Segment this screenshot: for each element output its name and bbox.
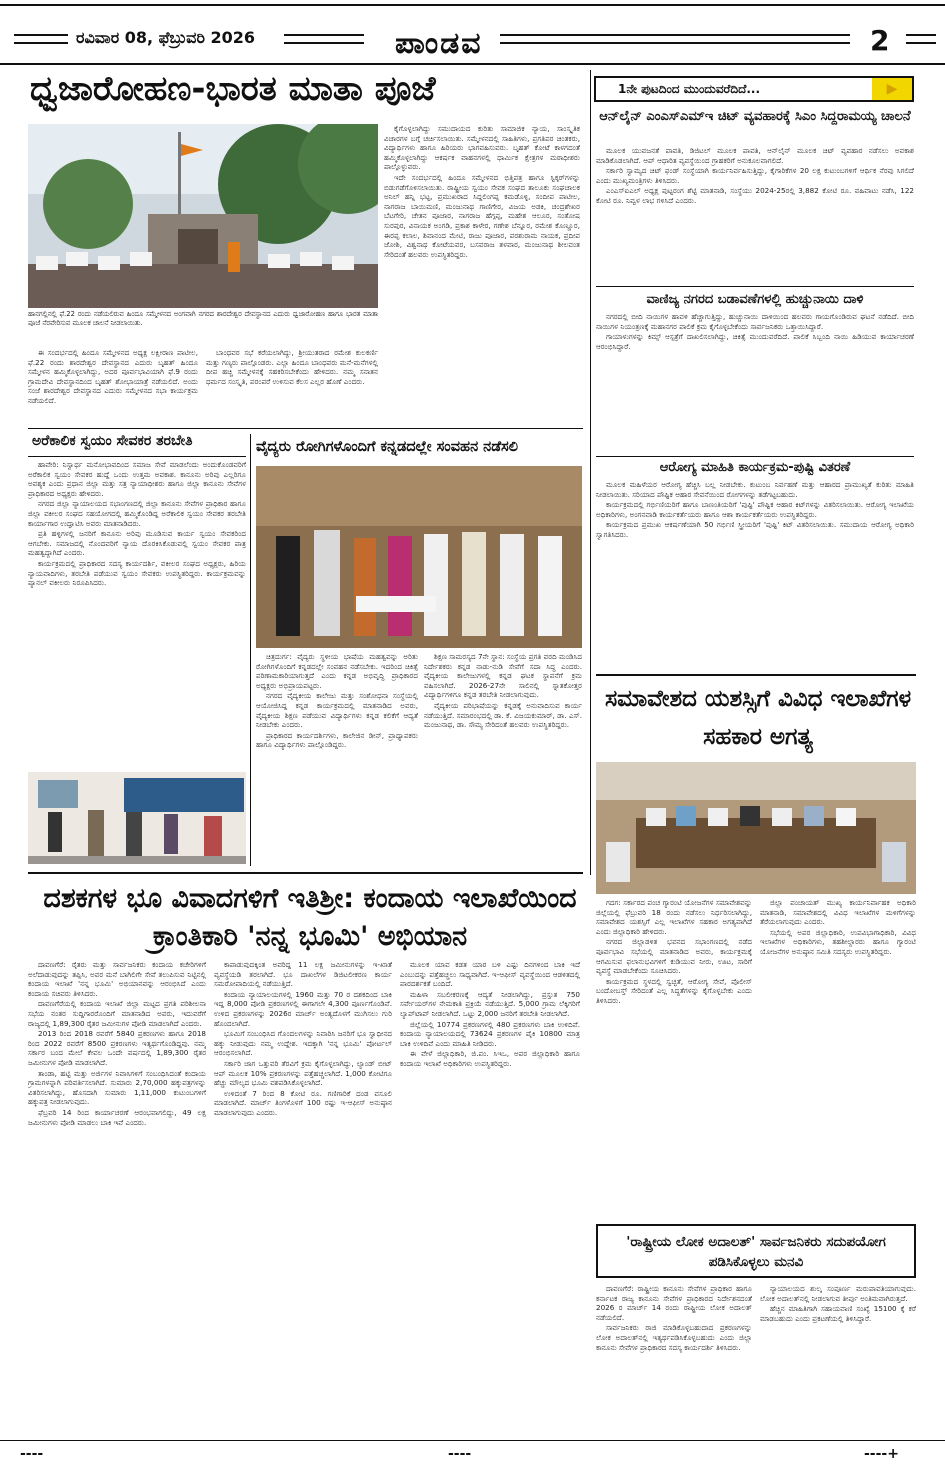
paragraph: ನಗರದಲ್ಲಿ ಬೀದಿ ನಾಯಿಗಳ ಹಾವಳಿ ಹೆಚ್ಚಾಗುತ್ತಿದ್ದು, ಹುಚ್ಚುನಾಯಿ ದಾಳಿಯಿಂದ ಹಲವರು ಗಾಯಗೊಂಡಿರುವ ಘಟನೆ ನಡೆದಿದೆ. ಬೀದಿ ನಾಯಿಗಳ ನಿಯಂತ್ರಣಕ್ಕೆ ಮಹಾನಗರ ಪಾಲಿಕೆ ಕ್ರಮ ಕೈಗೊಳ್ಳಬೇಕೆಂದು ಸಾರ್ವಜನಿಕರು ಒತ್ತಾಯಿಸಿದ್ದಾರೆ. bbox=[596, 312, 914, 331]
paragraph: ಕಾರ್ಯಕ್ರಮದ ಪ್ರಮುಖ ಆಕರ್ಷಣೆಯಾಗಿ 50 ಗರ್ಭಿಣಿ ಸ್ತ್ರೀಯರಿಗೆ 'ಪುಷ್ಟಿ' ಕಿಟ್ ವಿತರಿಸಲಾಯಿತು. ಸಮುದಾಯ ಆರೋಗ್ಯ ಅಧಿಕಾರಿ ಸ್ವಾಗತಿಸಿದರು. bbox=[596, 520, 914, 539]
story8-body-right bbox=[760, 898, 916, 1216]
doctors-felicitation-photo bbox=[256, 466, 582, 648]
paragraph: ಗದಗ: ಸರ್ಕಾರದ ಪಂಚ ಗ್ಯಾರಂಟಿ ಯೋಜನೆಗಳ ಸಮಾವೇಶವನ್ನು ಜಿಲ್ಲೆಯಲ್ಲಿ ಫೆಬ್ರುವರಿ 18 ರಂದು ನಡೆಸಲು ನಿರ್ಧರಿಸಲಾಗಿದ್ದು, ಸಮಾವೇಶದ ಯಶಸ್ಸಿಗೆ ಎಲ್ಲ ಇಲಾಖೆಗಳ ಸಹಕಾರ ಅಗತ್ಯವಾಗಿದೆ ಎಂದು ಜಿಲ್ಲಾಧಿಕಾರಿ ಹೇಳಿದರು. bbox=[596, 898, 752, 936]
paragraph: ಪ್ರತಿ ಹಳ್ಳಿಗಳಲ್ಲಿ ಜನರಿಗೆ ಕಾನೂನು ಅರಿವು ಮೂಡಿಸುವ ಕಾರ್ಯ ಸ್ವಯಂ ಸೇವಕರಿಂದ ಆಗಬೇಕು. ಸಮಾಜದಲ್ಲಿ ನೊಂದವರಿಗೆ ನ್ಯಾಯ ದೊರಕಿಸಿಕೊಡುವಲ್ಲಿ ಸ್ವಯಂ ಸೇವಕರ ಪಾತ್ರ ಮಹತ್ವದ್ದಾಗಿದೆ ಎಂದರು. bbox=[28, 529, 246, 558]
paragraph: ಕೈಗೊಳ್ಳಲಾಗಿದ್ದು ಸಮುದಾಯದ ಕುರಿತು ಸಾಮಾಜಿಕ ನ್ಯಾಯ, ಸಾಂಸ್ಕೃತಿಕ ವಿಚಾರಗಳ ಬಗ್ಗೆ ಚರ್ಚಿಸಲಾಯಿತು. ಸಮ್ಮೇಳನದಲ್ಲಿ ಸಾಹಿತಿಗಳು, ಪ್ರಗತಿಪರ ಚಿಂತಕರು, ವಿದ್ಯಾರ್ಥಿಗಳು ಹಾಗೂ ಹಿರಿಯರು ಭಾಗವಹಿಸುವರು. ಬೃಹತ್ ಕೋಟೆ ಕಾಳಗದಂತೆ ಹಮ್ಮಿಕೊಳ್ಳಲಾಗಿದ್ದು ಆಕರ್ಷಕ ವಾಹನಗಳಲ್ಲಿ ಧಾರ್ಮಿಕ ಕ್ಷೇತ್ರಗಳ ಮಠಾಧೀಶರು ಪಾಲ್ಗೊಳ್ಳುವರು. bbox=[384, 124, 580, 172]
page-number: 2 bbox=[870, 24, 890, 57]
paragraph: ಕಂದಾಯ ನ್ಯಾಯಾಲಯಗಳಲ್ಲಿ 1960 ಮತ್ತು 70 ರ ದಶಕದಿಂದ ಬಾಕಿ ಇದ್ದ 8,000 ಪೋಡಿ ಪ್ರಕರಣಗಳಲ್ಲಿ ಈಗಾಗಲೇ 4,300 ಪೂರ್ಣಗೊಂಡಿವೆ. ಉಳಿದ ಪ್ರಕರಣಗಳನ್ನು 2026ರ ಮಾರ್ಚ್ ಅಂತ್ಯದೊಳಗೆ ಮುಗಿಸಲು ಗುರಿ ಹೊಂದಲಾಗಿದೆ. bbox=[214, 989, 392, 1028]
story4-body-mid bbox=[214, 960, 392, 1435]
paragraph: ಮಹಿಳಾ ಸಬಲೀಕರಣಕ್ಕೆ ಆದ್ಯತೆ ನೀಡಲಾಗಿದ್ದು, ಪ್ರಸ್ತುತ 750 ಸರ್ವೇಯರ್‌ಗಳ ನೇಮಕಾತಿ ಪ್ರಕ್ರಿಯೆ ನಡೆಯುತ್ತಿದೆ. 5,000 ಗ್ರಾಮ ಲೆಕ್ಕಿಗರಿಗೆ ಲ್ಯಾಪ್‌ಟಾಪ್ ನೀಡಲಾಗಿದೆ. ಒಟ್ಟು 2,000 ಜನರಿಗೆ ತರಬೇತಿ ನೀಡಲಾಗಿದೆ. bbox=[400, 989, 580, 1018]
masthead bbox=[0, 0, 945, 68]
paragraph: ಸಾರ್ವಜನಿಕರು ರಾಜಿ ಮಾಡಿಕೊಳ್ಳಬಹುದಾದ ಪ್ರಕರಣಗಳನ್ನು ಲೋಕ ಅದಾಲತ್‌ನಲ್ಲಿ ಇತ್ಯರ್ಥಪಡಿಸಿಕೊಳ್ಳಬಹುದು ಎಂದು ಜಿಲ್ಲಾ ಕಾನೂನು ಸೇವೆಗಳ ಪ್ರಾಧಿಕಾರದ ಸದಸ್ಯ ಕಾರ್ಯದರ್ಶಿ ತಿಳಿಸಿದರು. bbox=[596, 1323, 752, 1352]
paragraph: ಎಂಎಸ್‌ಐಎಲ್ ಅಧ್ಯಕ್ಷ ಪುಟ್ಟರಂಗ ಶೆಟ್ಟಿ ಮಾತನಾಡಿ, ಸಂಸ್ಥೆಯು 2024-25ರಲ್ಲಿ 3,882 ಕೋಟಿ ರೂ. ವಹಿವಾಟು ನಡೆಸಿ, 122 ಕೋಟಿ ರೂ. ನಿವ್ವಳ ಲಾಭ ಗಳಿಸಿದೆ ಎಂದರು. bbox=[596, 186, 914, 205]
paragraph: ಫೆಬ್ರವರಿ 14 ರಿಂದ ಕಾರ್ಯಾಚರಣೆ ಆರಂಭವಾಗಲಿದ್ದು, 49 ಲಕ್ಷ ಜಮೀನುಗಳು ಪೋಡಿ ಮಾಡಲು ಬಾಕಿ ಇವೆ ಎಂದರು. bbox=[28, 1107, 206, 1127]
paragraph: ಸರ್ಕಾರಿ ಜಾಗ ಒತ್ತುವರಿ ತೆರವಿಗೆ ಕ್ರಮ ಕೈಗೊಳ್ಳಲಾಗಿದ್ದು, ಲ್ಯಾಂಡ್ ಬೀಟ್ ಆಪ್ ಮೂಲಕ 10% ಪ್ರಕರಣಗಳನ್ನು ಪತ್ತೆಹಚ್ಚಲಾಗಿದೆ. 1,000 ಕೋಟಿಗೂ ಹೆಚ್ಚು ಮೌಲ್ಯದ ಭೂಮಿ ವಶಪಡಿಸಿಕೊಳ್ಳಲಾಗಿದೆ. bbox=[214, 1058, 392, 1088]
paragraph: ಸಭೆಯಲ್ಲಿ ಅಪರ ಜಿಲ್ಲಾಧಿಕಾರಿ, ಉಪವಿಭಾಗಾಧಿಕಾರಿ, ವಿವಿಧ ಇಲಾಖೆಗಳ ಅಧಿಕಾರಿಗಳು, ತಹಶೀಲ್ದಾರರು ಹಾಗೂ ಗ್ಯಾರಂಟಿ ಯೋಜನೆಗಳ ಅನುಷ್ಠಾನ ಸಮಿತಿ ಸದಸ್ಯರು ಉಪಸ್ಥಿತರಿದ್ದರು. bbox=[760, 927, 916, 956]
masthead-date: ರವಿವಾರ 08, ಫೆಬ್ರುವರಿ 2026 bbox=[76, 28, 255, 47]
paragraph: ನಗರದ ವೈದ್ಯಕೀಯ ಕಾಲೇಜು ಮತ್ತು ಸಂಶೋಧನಾ ಸಂಸ್ಥೆಯಲ್ಲಿ ಆಯೋಜಿಸಿದ್ದ ಕನ್ನಡ ಕಾರ್ಯಕ್ರಮದಲ್ಲಿ ಮಾತನಾಡಿದ ಅವರು, ವೈದ್ಯಕೀಯ ಶಿಕ್ಷಣ ಪಡೆಯುವ ವಿದ್ಯಾರ್ಥಿಗಳು ಕನ್ನಡ ಕಲಿಕೆಗೆ ಆದ್ಯತೆ ನೀಡಬೇಕು ಎಂದರು. bbox=[256, 691, 418, 730]
footer-right: ----+ bbox=[864, 1446, 899, 1462]
masthead-title: ಪಾಂಡವ bbox=[395, 26, 483, 61]
footer-center: ---- bbox=[448, 1446, 472, 1462]
story3-body-right bbox=[424, 652, 582, 866]
paragraph: ವೈದ್ಯಕೀಯ ಪರಿಭಾಷೆಯನ್ನು ಕನ್ನಡಕ್ಕೆ ಅನುವಾದಿಸುವ ಕಾರ್ಯ ನಡೆಯುತ್ತಿದೆ. ಸಮಾರಂಭದಲ್ಲಿ ಡಾ. ಕೆ. ವಿಜಯಕುಮಾರ್, ಡಾ. ಎಸ್. ಮಂಜುನಾಥ, ಡಾ. ಸೌಮ್ಯ ಸೇರಿದಂತೆ ಹಲವರು ಉಪಸ್ಥಿತರಿದ್ದರು. bbox=[424, 700, 582, 730]
paragraph: ಮೂಲಕ ಮಹಿಳೆಯರ ಆರೋಗ್ಯ ಹೆಚ್ಚಿಸಿ ಬಲ್ಲ ನೀಡಬೇಕು. ಕುಟುಂಬ ನಿರ್ವಹಣೆ ಮತ್ತು ಆಹಾರದ ಪ್ರಾಮುಖ್ಯತೆ ಕುರಿತು ಮಾಹಿತಿ ನೀಡಲಾಯಿತು. ಸರಿಯಾದ ಪೌಷ್ಟಿಕ ಆಹಾರ ಸೇವನೆಯಿಂದ ರೋಗಗಳನ್ನು ತಡೆಗಟ್ಟಬಹುದು. bbox=[596, 480, 914, 499]
story7-body bbox=[596, 480, 914, 670]
paragraph: ಮೂಲಕ ಯಾವ ಕಡತ ಯಾರ ಬಳಿ ಎಷ್ಟು ದಿನಗಳಿಂದ ಬಾಕಿ ಇದೆ ಎಂಬುದನ್ನು ಪತ್ತೆಹಚ್ಚಲು ಸಾಧ್ಯವಾಗಿದೆ. ಇ-ಆಫೀಸ್ ವ್ಯವಸ್ಥೆಯಿಂದ ಆಡಳಿತದಲ್ಲಿ ಪಾರದರ್ಶಕತೆ ಬಂದಿದೆ. bbox=[400, 960, 580, 989]
paragraph: ಕಾರ್ಯಕ್ರಮದಲ್ಲಿ ಗರ್ಭಿಣಿಯರಿಗೆ ಹಾಗೂ ಬಾಣಂತಿಯರಿಗೆ 'ಪುಷ್ಟಿ' ಪೌಷ್ಟಿಕ ಆಹಾರ ಕಿಟ್‌ಗಳನ್ನು ವಿತರಿಸಲಾಯಿತು. ಆರೋಗ್ಯ ಇಲಾಖೆಯ ಅಧಿಕಾರಿಗಳು, ಅಂಗನವಾಡಿ ಕಾರ್ಯಕರ್ತೆಯರು ಹಾಗೂ ಆಶಾ ಕಾರ್ಯಕರ್ತೆಯರು ಉಪಸ್ಥಿತರಿದ್ದರು. bbox=[596, 500, 914, 519]
story8-body-left bbox=[596, 898, 752, 1216]
paragraph: ನಗರದ ಜಿಲ್ಲಾ ನ್ಯಾಯಾಲಯದ ಸಭಾಂಗಣದಲ್ಲಿ ಜಿಲ್ಲಾ ಕಾನೂನು ಸೇವೆಗಳ ಪ್ರಾಧಿಕಾರ ಹಾಗೂ ಜಿಲ್ಲಾ ವಕೀಲರ ಸಂಘದ ಸಹಯೋಗದಲ್ಲಿ ಹಮ್ಮಿಕೊಂಡಿದ್ದ ಅರೆಕಾಲಿಕ ಸ್ವಯಂ ಸೇವಕರ ತರಬೇತಿ ಕಾರ್ಯಾಗಾರ ಉದ್ಘಾಟಿಸಿ ಅವರು ಮಾತನಾಡಿದರು. bbox=[28, 499, 246, 528]
paragraph: ಕಾರ್ಯಕ್ರಮದಲ್ಲಿ ಪ್ರಾಧಿಕಾರದ ಸದಸ್ಯ ಕಾರ್ಯದರ್ಶಿ, ವಕೀಲರ ಸಂಘದ ಅಧ್ಯಕ್ಷರು, ಹಿರಿಯ ನ್ಯಾಯವಾದಿಗಳು, ತರಬೇತಿ ಪಡೆಯುವ ಸ್ವಯಂ ಸೇವಕರು ಉಪಸ್ಥಿತರಿದ್ದರು. ಕಾರ್ಯಕ್ರಮವನ್ನು ಪ್ಯಾನಲ್ ವಕೀಲರು ನಿರೂಪಿಸಿದರು. bbox=[28, 558, 246, 588]
paragraph: ಉಳಿದಂತೆ 7 ರಿಂದ 8 ಕೋಟಿ ರೂ. ಗಣಿಗಾರಿಕೆ ದಂಡ ವಸೂಲಿ ಮಾಡಲಾಗಿದೆ. ಮಾರ್ಚ್ ತಿಂಗಳೊಳಗೆ 100 ರಷ್ಟು ಇ-ಆಫೀಸ್ ಅನುಷ್ಠಾನ ಮಾಡಲಾಗುವುದು ಎಂದರು. bbox=[214, 1088, 392, 1117]
paragraph: ದಾವಣಗೆರೆಯಲ್ಲಿ ಕಂದಾಯ ಇಲಾಖೆ ಜಿಲ್ಲಾ ಮಟ್ಟದ ಪ್ರಗತಿ ಪರಿಶೀಲನಾ ಸಭೆಯ ನಂತರ ಸುದ್ದಿಗಾರರೊಂದಿಗೆ ಮಾತನಾಡಿದ ಅವರು, ಇದುವರೆಗೆ ರಾಜ್ಯದಲ್ಲಿ 1,89,300 ರೈತರ ಜಮೀನುಗಳ ಪೋಡಿ ಮಾಡಲಾಗಿದೆ ಎಂದರು. bbox=[28, 999, 206, 1028]
paragraph: ಶಿಕ್ಷಣ ಸಾಮರಸ್ಯದ 7ನೇ ಸ್ಥಾನ: ಸಂಸ್ಥೆಯ ಪ್ರಗತಿ ವರದಿ ಮಂಡಿಸಿದ ನಿರ್ದೇಶಕರು ಕನ್ನಡ ನಾಡು-ನುಡಿ ಸೇವೆಗೆ ಸದಾ ಸಿದ್ಧ ಎಂದರು. ವೈದ್ಯಕೀಯ ಕಾಲೇಜುಗಳಲ್ಲಿ ಕನ್ನಡ ಘಟಕ ಸ್ಥಾಪನೆಗೆ ಕ್ರಮ ವಹಿಸಲಾಗಿದೆ. 2026-27ನೇ ಸಾಲಿನಲ್ಲಿ ಸ್ನಾತಕೋತ್ತರ ವಿದ್ಯಾರ್ಥಿಗಳಿಗೂ ಕನ್ನಡ ತರಬೇತಿ ನೀಡಲಾಗುವುದು. bbox=[424, 652, 582, 700]
paragraph: ಹೆಚ್ಚಿನ ಮಾಹಿತಿಗಾಗಿ ಸಹಾಯವಾಣಿ ಸಂಖ್ಯೆ 15100 ಕ್ಕೆ ಕರೆ ಮಾಡಬಹುದು ಎಂದು ಪ್ರಕಟಣೆಯಲ್ಲಿ ತಿಳಿಸಿದ್ದಾರೆ. bbox=[760, 1304, 916, 1323]
story4-body-right bbox=[400, 960, 580, 1435]
paragraph: ಸರ್ಕಾರಿ ಸ್ವಾಮ್ಯದ ಚಿಟ್ ಫಂಡ್ ಸಂಸ್ಥೆಯಾಗಿ ಕಾರ್ಯನಿರ್ವಹಿಸುತ್ತಿದ್ದು, ಕೈಗಾರಿಕೆಗಳ 20 ಲಕ್ಷ ಕುಟುಂಬಗಳಿಗೆ ಆರ್ಥಿಕ ನೆರವು ಸಿಗಲಿದೆ ಎಂದು ಮುಖ್ಯಮಂತ್ರಿಗಳು ತಿಳಿಸಿದರು. bbox=[596, 166, 914, 185]
story2-body bbox=[28, 460, 246, 765]
story8-headline: ಸಮಾವೇಶದ ಯಶಸ್ಸಿಗೆ ವಿವಿಧ ಇಲಾಖೆಗಳ ಸಹಕಾರ ಅಗತ್ಯ bbox=[604, 686, 912, 750]
paragraph: ಜಿಲ್ಲಾ ಪಂಚಾಯತ್ ಮುಖ್ಯ ಕಾರ್ಯನಿರ್ವಾಹಕ ಅಧಿಕಾರಿ ಮಾತನಾಡಿ, ಸಮಾವೇಶದಲ್ಲಿ ವಿವಿಧ ಇಲಾಖೆಗಳ ಮಳಿಗೆಗಳನ್ನು ತೆರೆಯಲಾಗುವುದು ಎಂದರು. bbox=[760, 898, 916, 927]
paragraph: ಜಿಲ್ಲೆಯಲ್ಲಿ 10774 ಪ್ರಕರಣಗಳಲ್ಲಿ 480 ಪ್ರಕರಣಗಳು ಬಾಕಿ ಉಳಿದಿವೆ. ಕಂದಾಯ ನ್ಯಾಯಾಲಯದಲ್ಲಿ 73624 ಪ್ರಕರಣಗಳ ಪೈಕಿ 10800 ಮಾತ್ರ ಬಾಕಿ ಉಳಿದಿವೆ ಎಂದು ಮಾಹಿತಿ ನೀಡಿದರು. bbox=[400, 1019, 580, 1048]
story1-body-mid bbox=[206, 348, 378, 418]
meeting-photo bbox=[596, 762, 916, 894]
flag-hoisting-photo bbox=[28, 124, 378, 308]
footer-left: ---- bbox=[20, 1446, 44, 1462]
story4-headline: ದಶಕಗಳ ಭೂ ವಿವಾದಗಳಿಗೆ ಇತಿಶ್ರೀ: ಕಂದಾಯ ಇಲಾಖೆಯಿಂದ ಕ್ರಾಂತಿಕಾರಿ 'ನನ್ನ ಭೂಮಿ' ಅಭಿಯಾನ bbox=[43, 883, 577, 952]
paragraph: ಚಿತ್ರದುರ್ಗ: ವೈದ್ಯರು ಸ್ಥಳೀಯ ಭಾಷೆಯ ಮಹತ್ವವನ್ನು ಅರಿತು ರೋಗಿಗಳೊಂದಿಗೆ ಕನ್ನಡದಲ್ಲೇ ಸಂವಹನ ನಡೆಸಬೇಕು. ಇದರಿಂದ ಚಿಕಿತ್ಸೆ ಪರಿಣಾಮಕಾರಿಯಾಗುತ್ತದೆ ಎಂದು ಕನ್ನಡ ಅಭಿವೃದ್ಧಿ ಪ್ರಾಧಿಕಾರದ ಅಧ್ಯಕ್ಷರು ಅಭಿಪ್ರಾಯಪಟ್ಟರು. bbox=[256, 652, 418, 690]
paragraph: ಬಾಂಧವರ ಸಭೆ ಕರೆಯಲಾಗಿದ್ದು, ಶ್ರೀಯುತರಾದ ರಮೇಶ ಕುಲಕರ್ಣಿ ಮತ್ತು ಗಣ್ಯರು ಪಾಲ್ಗೊಂಡರು. ಎಲ್ಲಾ ಹಿಂದೂ ಬಾಂಧವರು ಮನೆ-ಮನೆಗಳಲ್ಲಿ ದೀಪ ಹಚ್ಚಿ ಸಮ್ಮೇಳನಕ್ಕೆ ಸಹಕರಿಸಬೇಕೆಂದು ಹೇಳಿದರು. ನಮ್ಮ ಸನಾತನ ಧರ್ಮದ ಸಂಸ್ಕೃತಿ, ಪರಂಪರೆ ಉಳಿಸುವ ಕೆಲಸ ಎಲ್ಲರ ಹೊಣೆ ಎಂದರು. bbox=[206, 348, 378, 386]
story5-headline: ಆನ್‌ಲೈನ್ ಎಂಎಸ್‌ಎಮ್‌ಇ ಚಿಟ್ ವ್ಯವಹಾರಕ್ಕೆ ಸಿಎಂ ಸಿದ್ದರಾಮಯ್ಯ ಚಾಲನೆ bbox=[599, 109, 911, 124]
paragraph: ತಾಂಡಾ, ಹಟ್ಟಿ ಮತ್ತು ಅರ್ಜಿಗಳ ನಿವಾಸಿಗಳಿಗೆ ಸಂಬಂಧಿಸಿದಂತೆ ಕಂದಾಯ ಗ್ರಾಮಗಳನ್ನಾಗಿ ಪರಿವರ್ತಿಸಲಾಗಿದೆ. ಸುಮಾರು 2,70,000 ಹಕ್ಕುಪತ್ರಗಳನ್ನು ವಿತರಿಸಲಾಗಿದ್ದು, ಹೊಸದಾಗಿ ಸುಮಾರು 1,11,000 ಕುಟುಂಬಗಳಿಗೆ ಹಕ್ಕುಪತ್ರ ನೀಡಲಾಗುವುದು. bbox=[28, 1068, 206, 1107]
story3-headline: ವೈದ್ಯರು ರೋಗಿಗಳೊಂದಿಗೆ ಕನ್ನಡದಲ್ಲೇ ಸಂವಹನ ನಡೆಸಲಿ bbox=[256, 439, 518, 455]
paragraph: ಈ ವೇಳೆ ಜಿಲ್ಲಾಧಿಕಾರಿ, ಜಿ.ಪಂ. ಸಿಇಒ, ಅಪರ ಜಿಲ್ಲಾಧಿಕಾರಿ ಹಾಗೂ ಕಂದಾಯ ಇಲಾಖೆ ಅಧಿಕಾರಿಗಳು ಉಪಸ್ಥಿತರಿದ್ದರು. bbox=[400, 1049, 580, 1068]
paragraph: ಪ್ರಾಧಿಕಾರದ ಕಾರ್ಯದರ್ಶಿಗಳು, ಕಾಲೇಜಿನ ಡೀನ್, ಪ್ರಾಧ್ಯಾಪಕರು ಹಾಗೂ ವಿದ್ಯಾರ್ಥಿಗಳು ಪಾಲ್ಗೊಂಡಿದ್ದರು. bbox=[256, 730, 418, 750]
paragraph: ಹಾವೇರಿ: ನಿಸ್ವಾರ್ಥ ಮನೋಭಾವದಿಂದ ಸಮಾಜ ಸೇವೆ ಮಾಡಲೆಂದು ಅಂದುಕೊಂಡವರಿಗೆ ಅರೆಕಾಲಿಕ ಸ್ವಯಂ ಸೇವಕರ ಹುದ್ದೆ ಒಂದು ಉತ್ತಮ ಅವಕಾಶ. ಕಾನೂನು ಅರಿವು ಎಲ್ಲರಿಗೂ ಅವಶ್ಯಕ ಎಂದು ಪ್ರಧಾನ ಜಿಲ್ಲಾ ಮತ್ತು ಸತ್ರ ನ್ಯಾಯಾಧೀಶರು ಹಾಗೂ ಜಿಲ್ಲಾ ಕಾನೂನು ಸೇವೆಗಳ ಪ್ರಾಧಿಕಾರದ ಅಧ್ಯಕ್ಷರು ಹೇಳಿದರು. bbox=[28, 460, 246, 498]
story4-body-left bbox=[28, 960, 206, 1435]
paragraph: ಕಾರ್ಯಕ್ರಮದ ಸ್ಥಳದಲ್ಲಿ ಸ್ವಚ್ಛತೆ, ಆರೋಗ್ಯ ಸೇವೆ, ಪೊಲೀಸ್ ಬಂದೋಬಸ್ತ್ ಸೇರಿದಂತೆ ಎಲ್ಲ ಸಿದ್ಧತೆಗಳನ್ನು ಕೈಗೊಳ್ಳಬೇಕು ಎಂದು ತಿಳಿಸಿದರು. bbox=[596, 976, 752, 1005]
paragraph: ಇದೇ ಸಂದರ್ಭದಲ್ಲಿ ಹಿಂದೂ ಸಮ್ಮೇಳನದ ಭಿತ್ತಿಪತ್ರ ಹಾಗೂ ಸ್ಟಿಕ್ಕರ್‌ಗಳನ್ನು ಬಿಡುಗಡೆಗೊಳಿಸಲಾಯಿತು. ರಾಷ್ಟ್ರೀಯ ಸ್ವಯಂ ಸೇವಕ ಸಂಘದ ತಾಲೂಕು ಸಂಘಚಾಲಕ ಅನಿಲ್ ಹನ್ನಿ ಭಟ್ಟ, ಪ್ರಮುಖರಾದ ಸಿದ್ದಲಿಂಗಪ್ಪ ಕಮಡೊಳ್ಳಿ, ಸಂದೀಪ ಪಾಟೀಲ, ನಾಗರಾಜ ಬಾಯಿಮಣಿ, ಮಂಜುನಾಥ ಗಾಣಿಗೇರ, ವಿಜಯ ಅಡಕಿ, ಚಂದ್ರಶೇಖರ ಬೆಟಗೇರಿ, ಚೇತನ ಪೂಜಾರ, ನಾಗರಾಜ ಹೆಗ್ಗಪ್ಪ, ಮಹೇಶ ಆಲೂರ, ಸಂತೋಷ ಸುರಪುರ, ವಿನಾಯಕ ಅಂಗಡಿ, ಪ್ರಕಾಶ ಕಾಳೇರ, ಗಣೇಶ ಬೆನ್ನೂರ, ರಮೇಶ ಕೊಣ್ಣೂರ, ಈರಪ್ಪ ಕಲಾಲ, ಶಿವಾನಂದ ಮೇಟಿ, ರಾಜು ಪೂಜಾರ, ಪರಶುರಾಮ ನಾಯಕ, ಪ್ರದೀಪ ಜೋಶಿ, ವಿಶ್ವನಾಥ ಕೋಟೆಯವರ, ಬಸವರಾಜ ತಳವಾರ, ಮಂಜುನಾಥ ಶೀಲವಂತ ಸೇರಿದಂತೆ ಹಲವರು ಉಪಸ್ಥಿತರಿದ್ದರು. bbox=[384, 172, 580, 259]
story5-body bbox=[596, 146, 914, 284]
arrow-icon: ▶ bbox=[872, 78, 912, 100]
story7-headline: ಆರೋಗ್ಯ ಮಾಹಿತಿ ಕಾರ್ಯಕ್ರಮ-ಪುಷ್ಟಿ ವಿತರಣೆ bbox=[659, 460, 851, 475]
paragraph: ನಗರದ ಜಿಲ್ಲಾಡಳಿತ ಭವನದ ಸಭಾಂಗಣದಲ್ಲಿ ನಡೆದ ಪೂರ್ವಭಾವಿ ಸಭೆಯಲ್ಲಿ ಮಾತನಾಡಿದ ಅವರು, ಕಾರ್ಯಕ್ರಮಕ್ಕೆ ಆಗಮಿಸುವ ಫಲಾನುಭವಿಗಳಿಗೆ ಕುಡಿಯುವ ನೀರು, ಊಟ, ಸಾರಿಗೆ ವ್ಯವಸ್ಥೆ ಮಾಡಬೇಕೆಂದು ಸೂಚಿಸಿದರು. bbox=[596, 937, 752, 976]
paragraph: ದಾವಣಗೆರೆ: ರೈತರು ಮತ್ತು ಸಾರ್ವಜನಿಕರು ಕಂದಾಯ ಕಚೇರಿಗಳಿಗೆ ಅಲೆದಾಡುವುದನ್ನು ತಪ್ಪಿಸಿ, ಅವರ ಮನೆ ಬಾಗಿಲಿಗೇ ಸೇವೆ ತಲುಪಿಸುವ ನಿಟ್ಟಿನಲ್ಲಿ ಕಂದಾಯ ಇಲಾಖೆ 'ನನ್ನ ಭೂಮಿ' ಅಭಿಯಾನವನ್ನು ಆರಂಭಿಸಿದೆ ಎಂದು ಕಂದಾಯ ಸಚಿವರು ತಿಳಿಸಿದರು. bbox=[28, 960, 206, 998]
story6-headline: ವಾಣಿಜ್ಯ ನಗರದ ಬಡಾವಣೆಗಳಲ್ಲಿ ಹುಚ್ಚುನಾಯಿ ದಾಳಿ bbox=[646, 292, 864, 307]
story3-body-left bbox=[256, 652, 418, 866]
paragraph: 2013 ರಿಂದ 2018 ರವರೆಗೆ 5840 ಪ್ರಕರಣಗಳು ಹಾಗೂ 2018 ರಿಂದ 2022 ರವರೆಗೆ 8500 ಪ್ರಕರಣಗಳು ಇತ್ಯರ್ಥಗೊಂಡಿದ್ದವು. ನಮ್ಮ ಸರ್ಕಾರ ಬಂದ ಮೇಲೆ ಕೇವಲ ಒಂದೇ ವರ್ಷದಲ್ಲಿ 1,89,300 ರೈತರ ಜಮೀನುಗಳ ಪೋಡಿ ಮಾಡಲಾಗಿದೆ. bbox=[28, 1029, 206, 1067]
story9-body-right bbox=[760, 1284, 916, 1434]
paragraph: ಈ ಸಂದರ್ಭದಲ್ಲಿ ಹಿಂದೂ ಸಮ್ಮೇಳನದ ಅಧ್ಯಕ್ಷ ಲಕ್ಷೀರಾಣ ಪಾಟೀಲ, ಫೆ.22 ರಂದು ಶಾರದೇಶ್ವರ ದೇವಸ್ಥಾನದ ಎದುರು ಬೃಹತ್ ಹಿಂದೂ ಸಮ್ಮೇಳನ ಹಮ್ಮಿಕೊಳ್ಳಲಾಗಿದ್ದು, ಅದರ ಪೂರ್ವಭಾವಿಯಾಗಿ ಫೆ.9 ರಂದು ಗ್ರಾಮದೇವಿ ದೇವಸ್ಥಾನದಿಂದ ಬೃಹತ್ ಶೋಭಾಯಾತ್ರೆ ನಡೆಯಲಿದೆ. ಅಂದು ಸಂಜೆ ಶಾರದೇಶ್ವರ ದೇವಸ್ಥಾನದ ಎದುರು ಸಮ್ಮೇಳನದ ಸಭಾ ಕಾರ್ಯಕ್ರಮ ನಡೆಯಲಿದೆ. bbox=[28, 348, 198, 405]
paragraph: ಮೂಲಕ ಯುವಜನತೆ ಪಾವತಿ, ಡಿಜಿಟಲ್ ಮೂಲಕ ಪಾವತಿ, ಆನ್‌ಲೈನ್ ಮೂಲಕ ಚಿಟ್ ವ್ಯವಹಾರ ನಡೆಸಲು ಅವಕಾಶ ಮಾಡಿಕೊಡಲಾಗಿದೆ. ಆಪ್ ಆಧಾರಿತ ವ್ಯವಸ್ಥೆಯಿಂದ ಗ್ರಾಹಕರಿಗೆ ಅನುಕೂಲವಾಗಲಿದೆ. bbox=[596, 146, 914, 165]
story9-body-left bbox=[596, 1284, 752, 1434]
paragraph: ಕಾಪಾಡುವುದಕ್ಕಿಂತ ಅವರಿದ್ದ 11 ಲಕ್ಷ ಜಮೀನುಗಳನ್ನು ಇ-ಖಾತೆ ವ್ಯವಸ್ಥೆಯಡಿ ತರಲಾಗಿದೆ. ಭೂ ದಾಖಲೆಗಳ ಡಿಜಿಟಲೀಕರಣ ಕಾರ್ಯ ಸಮರೋಪಾದಿಯಲ್ಲಿ ನಡೆಯುತ್ತಿದೆ. bbox=[214, 960, 392, 989]
story1-body-right bbox=[384, 124, 580, 424]
paragraph: ಗಾಯಾಳುಗಳನ್ನು ಕಿಮ್ಸ್ ಆಸ್ಪತ್ರೆಗೆ ದಾಖಲಿಸಲಾಗಿದ್ದು, ಚಿಕಿತ್ಸೆ ಮುಂದುವರೆದಿದೆ. ಪಾಲಿಕೆ ಸಿಬ್ಬಂದಿ ನಾಯಿ ಹಿಡಿಯುವ ಕಾರ್ಯಾಚರಣೆ ಆರಂಭಿಸಿದ್ದಾರೆ. bbox=[596, 332, 914, 351]
paragraph: ಭೂಮಿಗೆ ಸಂಬಂಧಿಸಿದ ಗೊಂದಲಗಳನ್ನು ನಿವಾರಿಸಿ ಜನರಿಗೆ ಭೂ ಸ್ವಾಧೀನದ ಹಕ್ಕು ನೀಡುವುದು ನಮ್ಮ ಉದ್ದೇಶ. ಇದಕ್ಕಾಗಿ 'ನನ್ನ ಭೂಮಿ' ಪೋರ್ಟಲ್ ಆರಂಭಿಸಲಾಗಿದೆ. bbox=[214, 1029, 392, 1058]
story1-headline: ಧ್ವಜಾರೋಹಣ-ಭಾರತ ಮಾತಾ ಪೂಜೆ bbox=[30, 69, 436, 109]
story6-body bbox=[596, 312, 914, 452]
paragraph: ದಾವಣಗೆರೆ: ರಾಷ್ಟ್ರೀಯ ಕಾನೂನು ಸೇವೆಗಳ ಪ್ರಾಧಿಕಾರ ಹಾಗೂ ಕರ್ನಾಟಕ ರಾಜ್ಯ ಕಾನೂನು ಸೇವೆಗಳ ಪ್ರಾಧಿಕಾರದ ನಿರ್ದೇಶನದಂತೆ 2026 ರ ಮಾರ್ಚ್ 14 ರಂದು ರಾಷ್ಟ್ರೀಯ ಲೋಕ ಅದಾಲತ್ ನಡೆಯಲಿದೆ. bbox=[596, 1284, 752, 1322]
story9-headline: 'ರಾಷ್ಟ್ರೀಯ ಲೋಕ ಅದಾಲತ್' ಸಾರ್ವಜನಿಕರು ಸದುಪಯೋಗ ಪಡಿಸಿಕೊಳ್ಳಲು ಮನವಿ bbox=[626, 1234, 886, 1270]
story1-body-left bbox=[28, 348, 198, 418]
continued-banner-text: 1ನೇ ಪುಟದಿಂದ ಮುಂದುವರೆದಿದೆ... bbox=[618, 82, 761, 96]
story1-caption: ಹಾನಗಲ್ಲಿನಲ್ಲಿ ಫೆ.22 ರಂದು ನಡೆಯಲಿರುವ ಹಿಂದೂ ಸಮ್ಮೇಳನದ ಅಂಗವಾಗಿ ನಗರದ ಶಾರದೇಶ್ವರ ದೇವಸ್ಥಾನದ ಎದುರು ಧ್ವಜಾರೋಹಣ ಹಾಗೂ ಭಾರತ ಮಾತಾ ಪೂಜೆ ನೆರವೇರಿಸುವ ಮೂಲಕ ಚಾಲನೆ ನೀಡಲಾಯಿತು. bbox=[28, 310, 378, 327]
story2-headline: ಅರೆಕಾಲಿಕ ಸ್ವಯಂ ಸೇವಕರ ತರಬೇತಿ bbox=[32, 433, 193, 449]
paragraph: ನ್ಯಾಯಾಲಯದ ಶುಲ್ಕ ಸಂಪೂರ್ಣ ಮರುಪಾವತಿಯಾಗುವುದು. ಲೋಕ ಅದಾಲತ್‌ನಲ್ಲಿ ನೀಡಲಾಗುವ ತೀರ್ಪು ಅಂತಿಮವಾಗಿರುತ್ತದೆ. bbox=[760, 1284, 916, 1303]
story9-headline-box bbox=[596, 1224, 916, 1278]
training-photo bbox=[28, 772, 246, 864]
continued-banner bbox=[594, 76, 914, 102]
